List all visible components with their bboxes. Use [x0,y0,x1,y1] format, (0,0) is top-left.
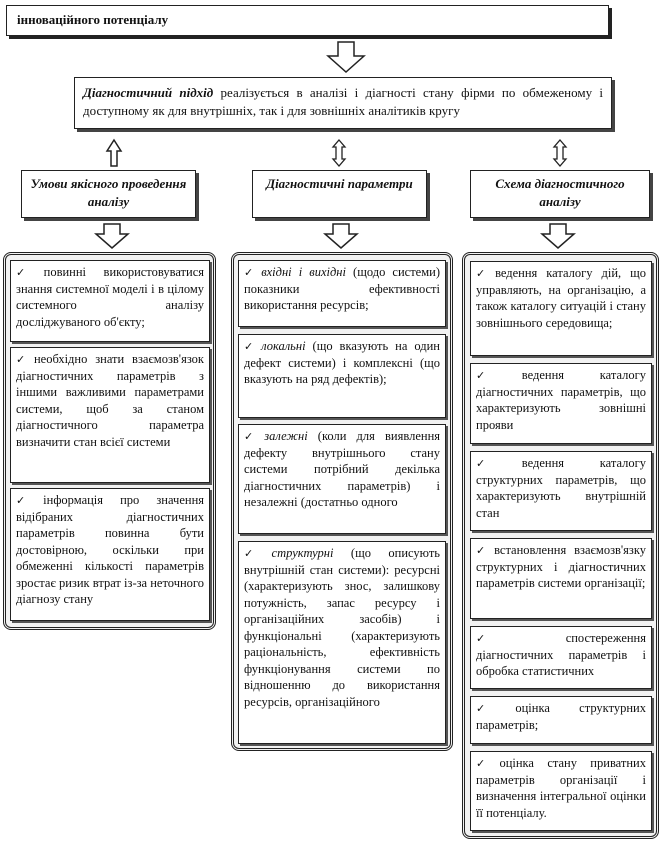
list-item: ✓ інформація про значення відібраних діагностичних параметрів повинна бути достовірною, оскільки при обмеженні кількості параметрів зростає ризик втрат із-за неточного діагнозу стану [10,488,210,621]
list-item: ✓ спостереження діагностичних параметрів і обробка статистичних [470,626,652,689]
checkmark-icon: ✓ [476,369,518,382]
double-arrow-icon [332,139,346,167]
list-item: ✓ встановлення взаємозв'язку структурних і діагностичних параметрів системи організації; [470,538,652,619]
checkmark-icon: ✓ [244,430,261,443]
down-arrow-icon [540,222,576,250]
list-item: ✓ вхідні і вихідні (щодо системи) показники ефективності використання ресурсів; [238,260,446,327]
checkmark-icon: ✓ [16,494,40,507]
heading-diagnostic-scheme: Схема діагностичного аналізу [470,170,650,218]
approach-box [74,77,612,129]
checkmark-icon: ✓ [16,266,40,279]
checkmark-icon: ✓ [244,266,258,279]
list-item: ✓ залежні (коли для виявлення дефекту внутрішнього стану системи потрібний декілька діагностичних параметрів) і незалежні (достатньо одного [238,424,446,534]
checkmark-icon: ✓ [476,544,491,557]
down-arrow-icon [326,40,366,74]
up-arrow-icon [106,139,122,167]
down-arrow-icon [94,222,130,250]
list-item: ✓ оцінка структурних параметрів; [470,696,652,744]
down-arrow-icon [323,222,359,250]
checkmark-icon: ✓ [476,267,492,280]
list-item: ✓ необхідно знати взаємозв'язок діагностичних параметрів з іншими важливими параметрами системи, щоб за станом діагностичного параметра визначити стан всієї системи [10,347,210,483]
list-item: ✓ ведення каталогу дій, що управляють, на організацію, а також каталогу ситуацій і стану зовнішнього середовища; [470,261,652,356]
list-item: ✓ локальні (що вказують на один дефект системи) і комплексні (що вказують на ряд дефектів); [238,334,446,418]
list-item: ✓ повинні використовуватися знання системної моделі і в цілому системного аналізу досліджуваного об'єкту; [10,260,210,342]
checkmark-icon: ✓ [16,353,30,366]
checkmark-icon: ✓ [244,547,268,560]
diagram-title: інноваційного потенціалу [6,5,609,36]
double-arrow-icon [553,139,567,167]
checkmark-icon: ✓ [244,340,258,353]
heading-diagnostic-parameters: Діагностичні параметри [252,170,427,218]
checkmark-icon: ✓ [476,757,496,770]
approach-text: реалізується в аналізі і діагності стану фірми по обмеженому і доступному як для внутрішніх, так і для зовнішніх аналітиків кругу [83,85,603,118]
heading-analysis-conditions: Умови якісного проведення аналізу [21,170,196,218]
checkmark-icon: ✓ [476,702,512,715]
list-item: ✓ ведення каталогу діагностичних параметрів, що характеризують зовнішні прояви [470,363,652,444]
checkmark-icon: ✓ [476,457,518,470]
approach-lead: Діагностичний підхід [83,85,214,100]
list-item: ✓ структурні (що описують внутрішній стан системи): ресурсні (характеризують знос, залишкову потужність, запас ресурсу і організаційних засобів) і функціональні (характеризують раціональність, ефективність функціонування системи по відношенню до використання ресурсів, організаційного [238,541,446,744]
checkmark-icon: ✓ [476,632,562,645]
list-item: ✓ ведення каталогу структурних параметрів, що характеризують внутрішній стан [470,451,652,531]
list-item: ✓ оцінка стану приватних параметрів організації і визначення інтегральної оцінки її потенціалу. [470,751,652,831]
